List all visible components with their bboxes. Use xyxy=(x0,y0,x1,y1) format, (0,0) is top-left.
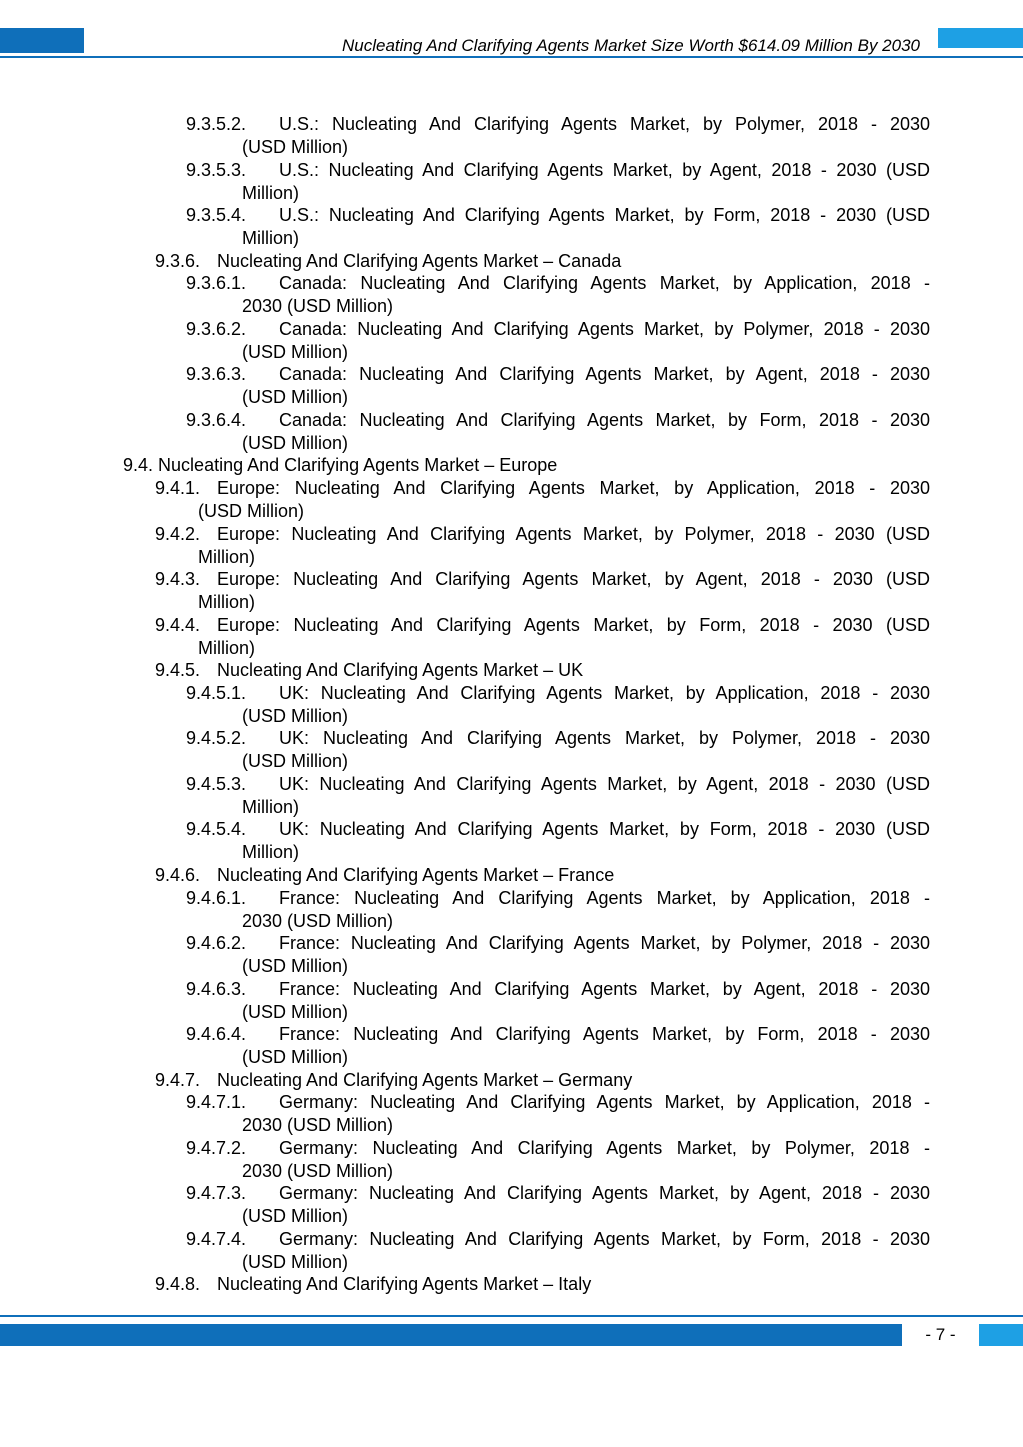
toc-entry-number: 9.4.6.3. xyxy=(186,978,247,999)
toc-entry-title: Germany: Nucleating And Clarifying Agents Market, by Polymer, 2018 - xyxy=(279,1137,930,1158)
toc-entry-title: Germany: Nucleating And Clarifying Agents Market, by Agent, 2018 - 2030 xyxy=(279,1183,930,1204)
toc-entry-continuation: (USD Million) xyxy=(242,1206,349,1227)
toc-entry-line xyxy=(186,1091,930,1114)
toc-entry-title: UK: Nucleating And Clarifying Agents Market, by Polymer, 2018 - 2030 xyxy=(279,728,930,749)
footer-accent-right xyxy=(979,1324,1023,1346)
toc-entry-number: 9.4.4. xyxy=(155,614,201,635)
toc-entry-continuation: (USD Million) xyxy=(242,1047,349,1067)
toc-entry-title: Nucleating And Clarifying Agents Market – Canada xyxy=(217,250,622,271)
toc-entry-continuation: (USD Million) xyxy=(242,705,349,726)
toc-entry-number: 9.4.7. xyxy=(155,1069,201,1090)
toc-entry-title: Nucleating And Clarifying Agents Market – UK xyxy=(217,660,584,680)
toc-entry-number: 9.4.6. xyxy=(155,864,201,885)
header-accent-right xyxy=(938,28,1023,48)
toc-entry-title: France: Nucleating And Clarifying Agents Market, by Form, 2018 - 2030 xyxy=(279,1024,930,1044)
toc-entry-continuation: 2030 (USD Million) xyxy=(242,910,394,931)
toc-entry-title: Europe: Nucleating And Clarifying Agents Market, by Polymer, 2018 - 2030 (USD xyxy=(217,523,930,544)
toc-entry-title: France: Nucleating And Clarifying Agents Market, by Agent, 2018 - 2030 xyxy=(279,978,930,999)
toc-entry-number: 9.4.5.3. xyxy=(186,773,247,794)
toc-entry-title: Nucleating And Clarifying Agents Market – Europe xyxy=(158,455,558,476)
header-rule xyxy=(0,56,1023,58)
page-number: - 7 - xyxy=(925,1325,956,1344)
toc-entry-line xyxy=(155,477,930,500)
toc-entry xyxy=(155,250,930,273)
toc-entry-line xyxy=(186,773,930,796)
toc-entry-line xyxy=(186,318,930,341)
toc-entry-line xyxy=(186,204,930,227)
toc-entry-line xyxy=(186,932,930,955)
toc-entry-line xyxy=(155,659,930,682)
toc-entry-line xyxy=(186,727,930,750)
toc-entry-continuation: 2030 (USD Million) xyxy=(242,1115,394,1136)
footer-rule xyxy=(0,1315,1023,1317)
toc-entry xyxy=(155,523,930,569)
toc-entry-number: 9.4.6.2. xyxy=(186,933,247,953)
toc-entry xyxy=(155,659,930,682)
toc-entry xyxy=(186,1137,930,1183)
toc-entry xyxy=(155,1273,930,1296)
toc-entry-title: Europe: Nucleating And Clarifying Agents Market, by Form, 2018 - 2030 (USD xyxy=(217,614,930,635)
toc-entry xyxy=(186,727,930,773)
toc-entry-title: UK: Nucleating And Clarifying Agents Market, by Application, 2018 - 2030 xyxy=(279,682,930,703)
toc-entry-number: 9.3.5.2. xyxy=(186,114,247,134)
header-accent-left xyxy=(0,28,84,53)
toc-entry-number: 9.4.3. xyxy=(155,569,201,589)
toc-entry-title: Nucleating And Clarifying Agents Market – France xyxy=(217,864,615,885)
toc-entry xyxy=(186,682,930,728)
toc-entry-continuation: Million) xyxy=(198,637,256,658)
toc-entry-title: Canada: Nucleating And Clarifying Agents Market, by Polymer, 2018 - 2030 xyxy=(279,318,930,339)
toc-entry-line xyxy=(186,159,930,182)
toc-entry xyxy=(186,1091,930,1137)
toc-entry-line xyxy=(186,818,930,841)
toc-entry-title: France: Nucleating And Clarifying Agents Market, by Application, 2018 - xyxy=(279,887,930,908)
toc-entry xyxy=(123,454,613,477)
toc-entry-number: 9.4.6.1. xyxy=(186,887,247,908)
toc-entry-title: U.S.: Nucleating And Clarifying Agents Market, by Form, 2018 - 2030 (USD xyxy=(279,205,930,225)
toc-entry-line xyxy=(123,454,613,477)
toc-entry-number: 9.4.5.1. xyxy=(186,682,247,703)
toc-entry-line xyxy=(186,978,930,1001)
toc-entry-line xyxy=(186,272,930,295)
toc-entry-number: 9.3.6. xyxy=(155,250,201,271)
toc-entry xyxy=(186,272,930,318)
toc-entry-continuation: (USD Million) xyxy=(242,387,349,408)
footer-accent-left xyxy=(0,1324,902,1346)
toc-entry xyxy=(155,477,930,523)
toc-entry-title: Europe: Nucleating And Clarifying Agents Market, by Application, 2018 - 2030 xyxy=(217,478,930,498)
toc-entry-title: Canada: Nucleating And Clarifying Agents Market, by Agent, 2018 - 2030 xyxy=(279,364,930,385)
toc-entry-number: 9.3.5.3. xyxy=(186,159,247,180)
toc-entry-number: 9.4.2. xyxy=(155,523,201,544)
toc-entry-number: 9.4.1. xyxy=(155,478,201,498)
toc-entry-title: Canada: Nucleating And Clarifying Agents Market, by Application, 2018 - xyxy=(279,273,930,294)
toc-entry xyxy=(186,1023,930,1069)
toc-entry-continuation: Million) xyxy=(198,546,256,567)
toc-entry-continuation: (USD Million) xyxy=(242,956,349,976)
toc-entry-line xyxy=(186,1023,930,1046)
toc-entry-line xyxy=(155,864,930,887)
toc-entry-continuation: 2030 (USD Million) xyxy=(242,296,394,317)
toc-entry-continuation: Million) xyxy=(242,842,300,863)
toc-entry-continuation: Million) xyxy=(242,182,300,203)
header-title: Nucleating And Clarifying Agents Market Size Worth $614.09 Million By 2030 xyxy=(342,36,920,55)
toc-entry xyxy=(155,864,930,887)
toc-entry-number: 9.3.6.2. xyxy=(186,318,247,339)
toc-entry-continuation: (USD Million) xyxy=(242,137,349,157)
toc-entry xyxy=(186,978,930,1024)
toc-entry-continuation: Million) xyxy=(198,592,256,612)
toc-entry-line xyxy=(186,1137,930,1160)
toc-entry xyxy=(186,363,930,409)
toc-entry xyxy=(186,204,930,250)
toc-entry-line xyxy=(155,1069,930,1092)
toc-entry-number: 9.4.7.3. xyxy=(186,1183,247,1204)
toc-entry-number: 9.4.6.4. xyxy=(186,1024,247,1044)
toc-entry-title: France: Nucleating And Clarifying Agents Market, by Polymer, 2018 - 2030 xyxy=(279,933,930,953)
toc-entry-continuation: (USD Million) xyxy=(242,1251,349,1272)
toc-entry-continuation: Million) xyxy=(242,796,300,817)
toc-entry xyxy=(186,159,930,205)
toc-entry-number: 9.4.7.1. xyxy=(186,1092,247,1113)
toc-entry-number: 9.3.6.3. xyxy=(186,364,247,385)
toc-entry xyxy=(186,409,930,455)
toc-entry-continuation: (USD Million) xyxy=(242,751,349,772)
toc-entry xyxy=(155,1069,930,1092)
toc-entry-line xyxy=(186,887,930,910)
toc-entry-line xyxy=(186,1228,930,1251)
toc-entry-title: Nucleating And Clarifying Agents Market – Italy xyxy=(217,1274,592,1295)
toc-entry-title: UK: Nucleating And Clarifying Agents Market, by Form, 2018 - 2030 (USD xyxy=(279,819,930,840)
toc-entry-number: 9.4. xyxy=(123,455,154,476)
toc-entry xyxy=(186,773,930,819)
toc-entry-line xyxy=(186,1182,930,1205)
toc-entry-line xyxy=(155,568,930,591)
toc-entry-line xyxy=(186,363,930,386)
toc-entry-number: 9.4.5.2. xyxy=(186,728,247,749)
toc-entry-line xyxy=(155,250,930,273)
toc-entry-continuation: 2030 (USD Million) xyxy=(242,1160,394,1181)
toc-entry xyxy=(186,113,930,159)
toc-entry-title: Germany: Nucleating And Clarifying Agents Market, by Application, 2018 - xyxy=(279,1092,930,1113)
toc-entry xyxy=(155,568,930,614)
toc-entry-line xyxy=(155,1273,930,1296)
toc-entry-continuation: Million) xyxy=(242,228,300,248)
toc-entry-line xyxy=(155,523,930,546)
toc-entry-title: U.S.: Nucleating And Clarifying Agents Market, by Agent, 2018 - 2030 (USD xyxy=(279,159,930,180)
toc-entry-line xyxy=(155,614,930,637)
toc-entry-continuation: (USD Million) xyxy=(242,432,349,453)
toc-entry-number: 9.4.5.4. xyxy=(186,819,247,840)
toc-entry-line xyxy=(186,113,930,136)
toc-entry xyxy=(186,1228,930,1274)
toc-entry-line xyxy=(186,409,930,432)
toc-entry-title: U.S.: Nucleating And Clarifying Agents Market, by Polymer, 2018 - 2030 xyxy=(279,114,930,134)
toc-entry-continuation: (USD Million) xyxy=(242,341,349,362)
toc-entry-title: Nucleating And Clarifying Agents Market – Germany xyxy=(217,1069,633,1090)
toc-entry-title: UK: Nucleating And Clarifying Agents Market, by Agent, 2018 - 2030 (USD xyxy=(279,773,930,794)
toc-entry-number: 9.4.8. xyxy=(155,1274,201,1295)
toc-entry xyxy=(186,887,930,933)
toc-entry xyxy=(186,318,930,364)
toc-entry-number: 9.4.7.4. xyxy=(186,1228,247,1249)
toc-entry-number: 9.3.6.1. xyxy=(186,273,247,294)
toc-entry-number: 9.3.6.4. xyxy=(186,409,247,430)
toc-entry-number: 9.4.7.2. xyxy=(186,1137,247,1158)
toc-entry-title: Germany: Nucleating And Clarifying Agents Market, by Form, 2018 - 2030 xyxy=(279,1228,930,1249)
toc-entry-number: 9.3.5.4. xyxy=(186,205,247,225)
toc-entry xyxy=(155,614,930,660)
toc-entry-continuation: (USD Million) xyxy=(198,501,305,521)
toc-entry-title: Canada: Nucleating And Clarifying Agents Market, by Form, 2018 - 2030 xyxy=(279,409,930,430)
toc-entry xyxy=(186,932,930,978)
toc-entry-line xyxy=(186,682,930,705)
toc-entry xyxy=(186,1182,930,1228)
toc-entry-title: Europe: Nucleating And Clarifying Agents Market, by Agent, 2018 - 2030 (USD xyxy=(217,569,930,589)
toc-entry-continuation: (USD Million) xyxy=(242,1001,349,1022)
toc-entry-number: 9.4.5. xyxy=(155,660,201,680)
toc-entry xyxy=(186,818,930,864)
